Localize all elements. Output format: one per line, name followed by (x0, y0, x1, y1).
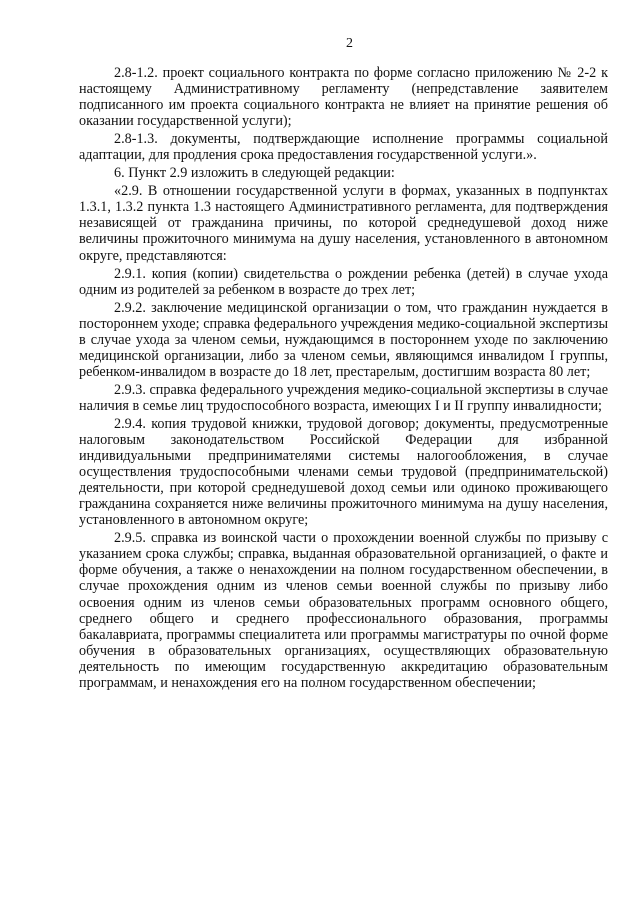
document-body (79, 65, 608, 691)
paragraph-2-9-2: 2.9.2. заключение медицинской организации о том, что гражданин нуждается в постороннем уходе; справка федерального учреждения медико-социальной экспертизы в случае ухода за членом семьи, нуждающимся в постороннем уходе по заключению медицинской организации, либо за членом семьи, являющимся инвалидом I группы, ребенком-инвалидом в возрасте до 18 лет, престарелым, достигшим возраста 80 лет; (79, 299, 608, 380)
paragraph-2-9-5: 2.9.5. справка из воинской части о прохождении военной службы по призыву с указанием срока службы; справка, выданная образовательной организацией, о факте и форме обучения, а также о ненахождении на полном государственном обеспечении, в случае прохождения одним из членов семьи военной службы по призыву либо освоения одним из членов семьи образовательных программ основного общего, среднего общего и среднего профессионального образования, программы бакалавриата, программы специалитета или программы магистратуры по очной форме обучения в образовательных организациях, осуществляющих образовательную деятельность по имеющим государственную аккредитацию образовательным программам, и ненахождения его на полном государственном обеспечении; (79, 530, 608, 691)
paragraph-2-9: «2.9. В отношении государственной услуги в формах, указанных в подпунктах 1.3.1, 1.3.2 пункта 1.3 настоящего Административного регламента, для подтверждения независящей от гражданина причины, по которой среднедушевой доход ниже величины прожиточного минимума на душу населения, установленного в автономном округе, представляются: (79, 183, 608, 264)
paragraph-2-8-1-2: 2.8-1.2. проект социального контракта по форме согласно приложению № 2-2 к настоящему Административному регламенту (непредставление заявителем подписанного им проекта социального контракта не влияет на принятие решения об оказании государственной услуги); (79, 65, 608, 130)
page-number-text: 2 (346, 36, 353, 51)
paragraph-item-6: 6. Пункт 2.9 изложить в следующей редакции: (114, 165, 395, 182)
paragraph-2-8-1-3: 2.8-1.3. документы, подтверждающие исполнение программы социальной адаптации, для продления срока предоставления государственной услуги.». (79, 131, 608, 164)
paragraph-2-9-1: 2.9.1. копия (копии) свидетельства о рождении ребенка (детей) в случае ухода одним из родителей за ребенком в возрасте до трех лет; (79, 265, 608, 298)
paragraph-2-9-3: 2.9.3. справка федерального учреждения медико-социальной экспертизы в случае наличия в семье лиц трудоспособного возраста, имеющих I и II группу инвалидности; (79, 381, 608, 414)
page-number (79, 36, 608, 52)
paragraph-2-9-4: 2.9.4. копия трудовой книжки, трудовой договор; документы, предусмотренные налоговым законодательством Российской Федерации для избранной индивидуальными предпринимателями системы налогообложения, в случае осуществления трудоспособными членами семьи трудовой (предпринимательской) деятельности, при которой среднедушевой доход семьи или одиноко проживающего гражданина сохраняется ниже величины прожиточного минимума на душу населения, установленного в автономном округе; (79, 415, 608, 529)
